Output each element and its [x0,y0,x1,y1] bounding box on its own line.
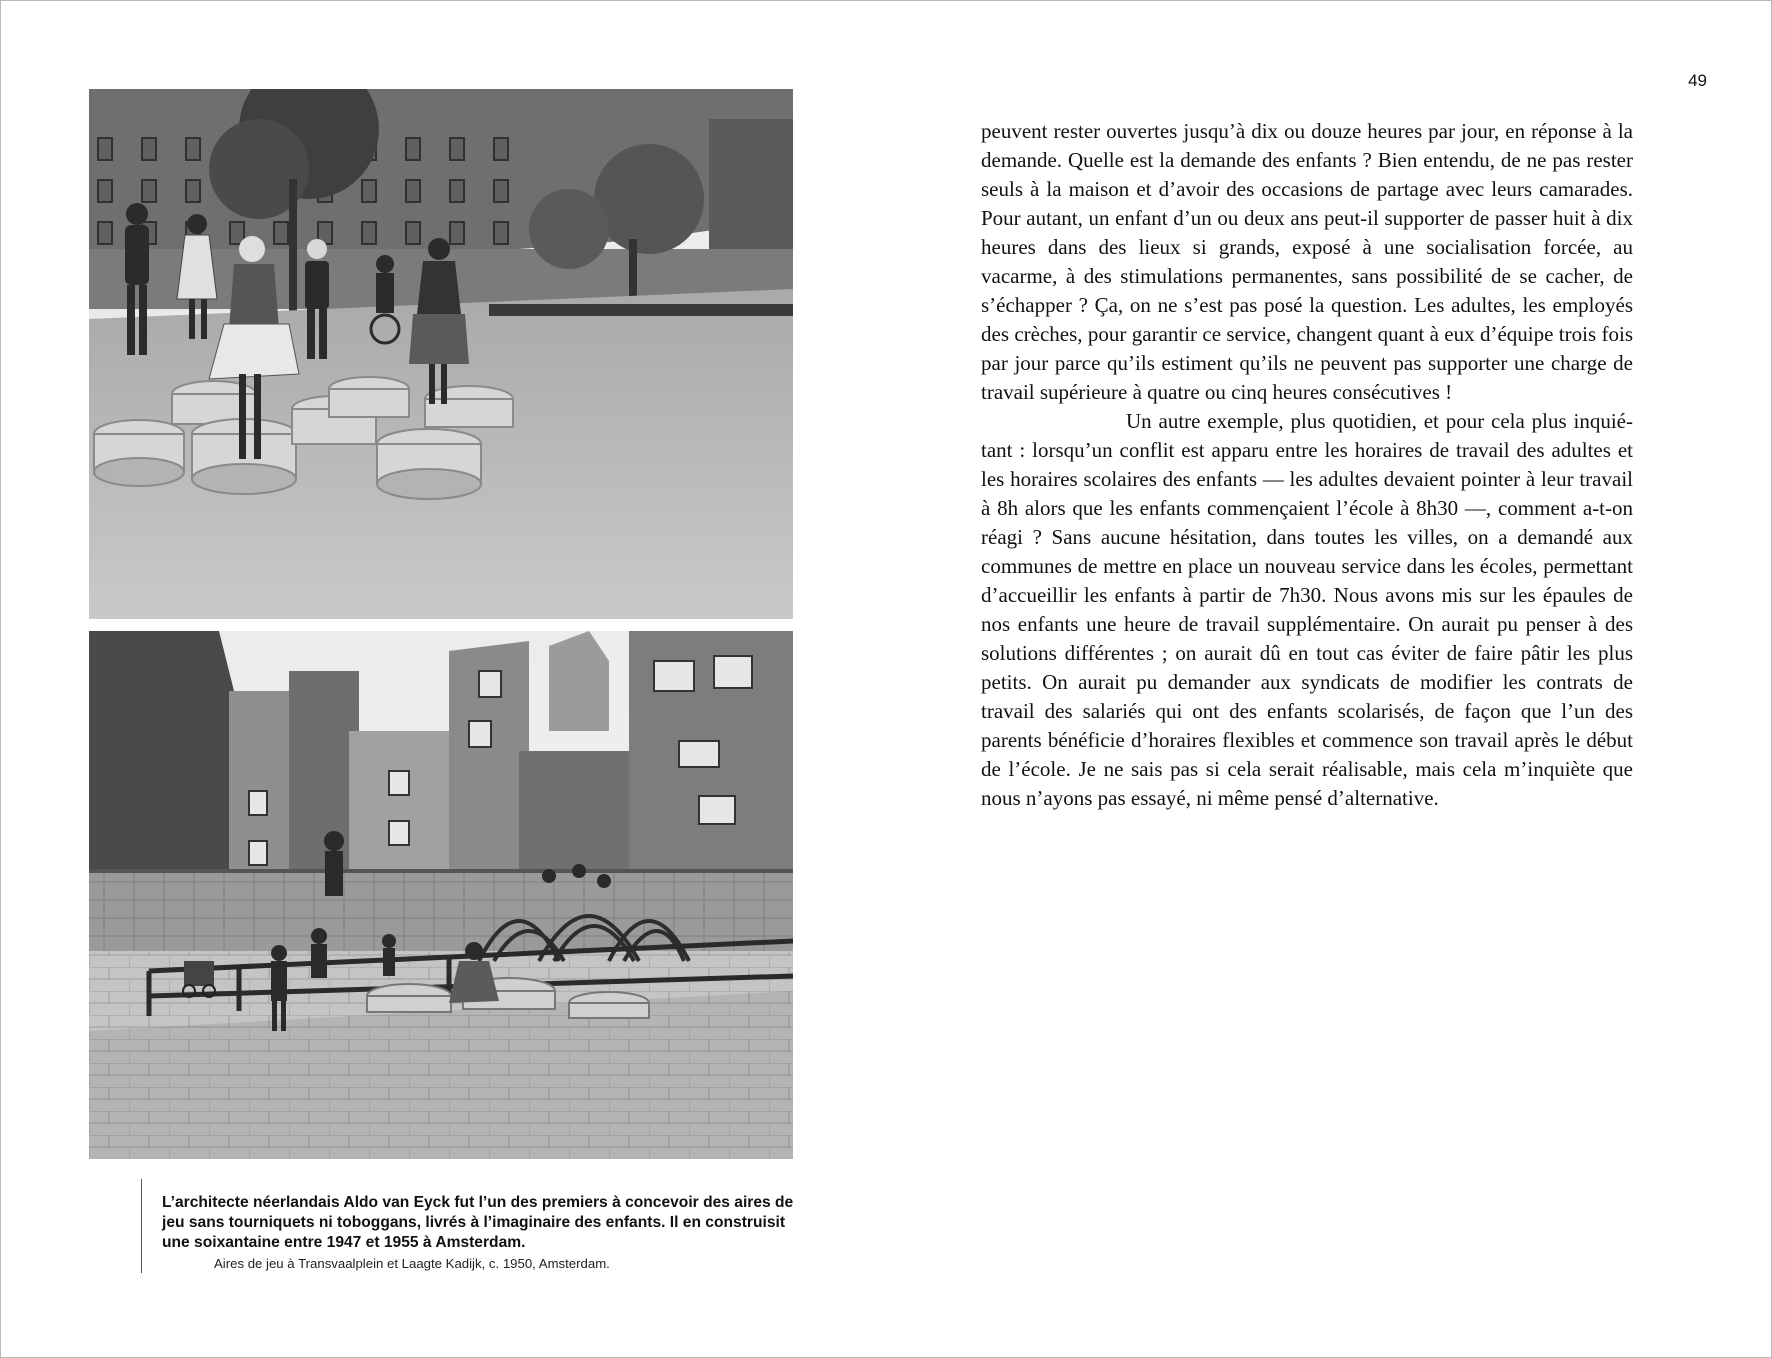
body-text [981,117,1633,813]
photo-caption [141,1179,812,1273]
playground-photo-top [89,89,793,619]
caption-credit: Aires de jeu à Transvaalplein et Laagte Kadijk, c. 1950, Amsterdam. [214,1256,610,1271]
photo-transvaalplein [89,89,793,619]
body-paragraph-2: Un autre exemple, plus quotidien, et pour cela plus inquiétant : lorsqu’un conflit est apparu entre les horaires de travail des adultes et les horaires scolaires des enfants — les adultes devaient pointer à leur travail à 8h alors que les enfants commençaient l’école à 8h30 —, comment a-t-on réagi ? Sans aucune hésitation, dans toutes les villes, on a demandé aux communes de mettre en place un nouveau service dans les écoles, permettant d’accueillir les enfants à partir de 7h30. Nous avons mis sur les épaules de nos enfants une heure de travail supplémentaire. On aurait pu penser à des solutions différentes ; on aurait dû en tout cas éviter de faire pâtir les plus petits. On aurait pu demander aux syndicats de modifier les contrats de travail des salariés qui ont des enfants scolarisés, de façon que l’un des parents bénéficie d’horaires flexibles et commence son travail après le début de l’école. Je ne sais pas si cela serait réalisable, mais cela m’inquiète que nous n’ayons pas essayé, ni même pensé d’alternative. [981,409,1633,810]
page-number: 49 [1688,71,1707,90]
body-paragraph-1: peuvent rester ouvertes jusqu’à dix ou douze heures par jour, en réponse à la demande. Quelle est la demande des enfants ? Bien entendu, de ne pas rester seuls à la maison et d’avoir des occasions de partage avec leurs camarades. Pour autant, un enfant d’un ou deux ans peut-il supporter de passer huit à dix heures dans des lieux si grands, exposé à une socialisation forcée, au vacarme, à des stimulations permanentes, sans possibilité de se cacher, de s’échapper ? Ça, on ne s’est pas posé la question. Les adultes, les employés des crèches, pour garantir ce service, changent quant à eux d’équipe trois fois par jour parce qu’ils estiment qu’ils ne peuvent pas supporter une charge de travail supérieure à quatre ou cinq heures consécutives ! [981,119,1633,404]
caption-main: L’architecte néerlandais Aldo van Eyck fut l’un des premiers à concevoir des aires de jeu sans tourniquets ni toboggans, livrés à l’imaginaire des enfants. Il en construisit une soixantaine entre 1947 et 1955 à Amsterdam. [162,1194,794,1251]
playground-photo-bottom [89,631,793,1159]
photo-laagte-kadijk [89,631,793,1159]
